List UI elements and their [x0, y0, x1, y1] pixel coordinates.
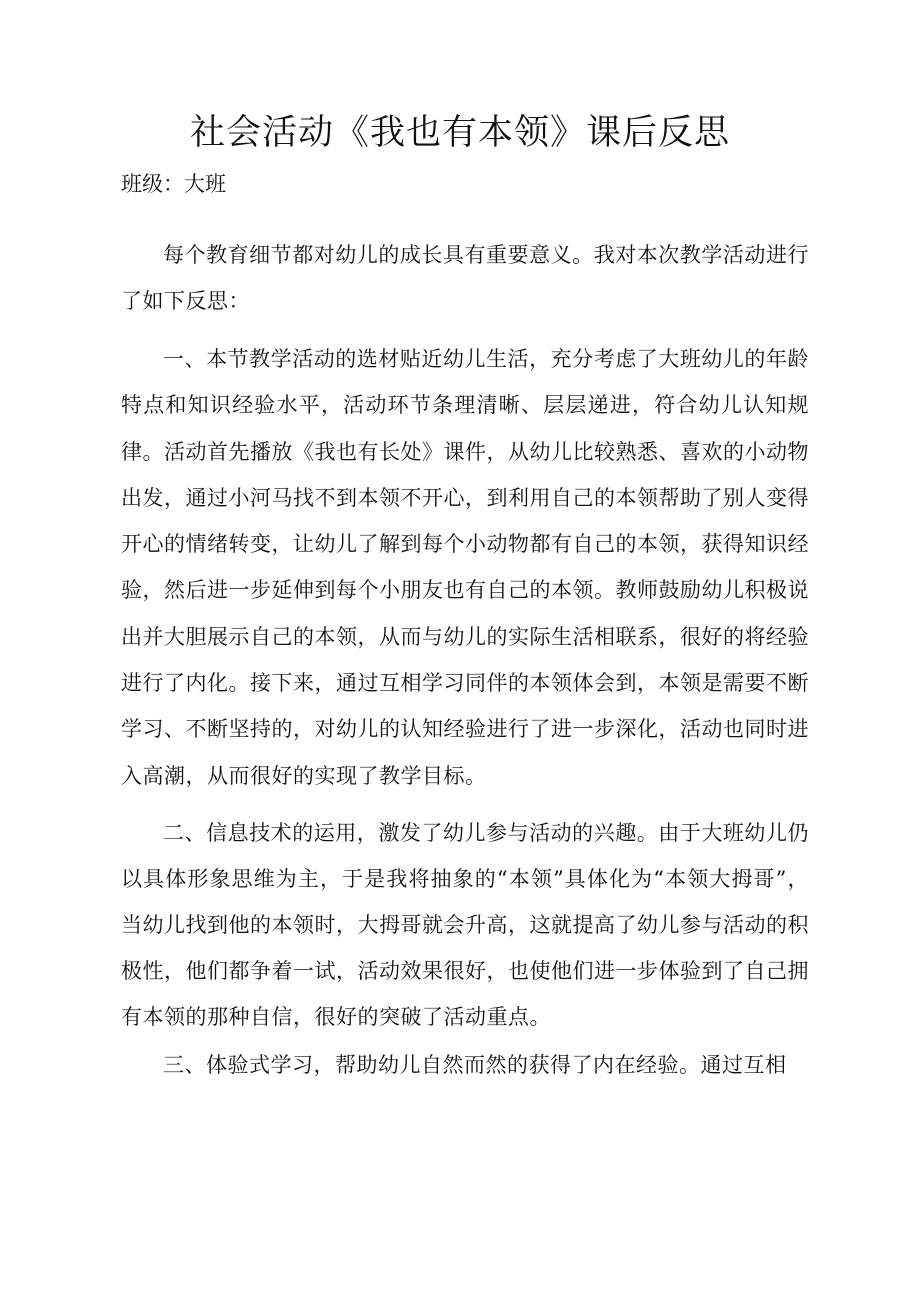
paragraph-intro: 每个教育细节都对幼儿的成长具有重要意义。我对本次教学活动进行了如下反思： [121, 243, 809, 313]
paragraph-reflection-2: 二、信息技术的运用，激发了幼儿参与活动的兴趣。由于大班幼儿仍以具体形象思维为主，于是我将抽象的“本领”具体化为“本领大拇哥”，当幼儿找到他的本领时，大拇哥就会升高，这就提高了幼儿参与活动的积极性，他们都争着一试，活动效果很好，也使他们进一步体验到了自己拥有本领的那种自信，很好的突破了活动重点。 [121, 821, 809, 1029]
document-title: 社会活动《我也有本领》课后反思 [189, 113, 730, 153]
paragraph-reflection-1: 一、本节教学活动的选材贴近幼儿生活，充分考虑了大班幼儿的年龄特点和知识经验水平，活动环节条理清晰、层层递进，符合幼儿认知规律。活动首先播放《我也有长处》课件，从幼儿比较熟悉、喜欢的小动物出发，通过小河马找不到本领不开心，到利用自己的本领帮助了别人变得开心的情绪转变，让幼儿了解到每个小动物都有自己的本领，获得知识经验，然后进一步延伸到每个小朋友也有自己的本领。教师鼓励幼儿积极说出并大胆展示自己的本领，从而与幼儿的实际生活相联系，很好的将经验进行了内化。接下来，通过互相学习同伴的本领体会到，本领是需要不断学习、不断坚持的，对幼儿的认知经验进行了进一步深化，活动也同时进入高潮，从而很好的实现了教学目标。 [121, 347, 809, 788]
class-line: 班级：大班 [121, 172, 226, 196]
paragraph-reflection-3: 三、体验式学习，帮助幼儿自然而然的获得了内在经验。通过互相 [163, 1053, 787, 1077]
